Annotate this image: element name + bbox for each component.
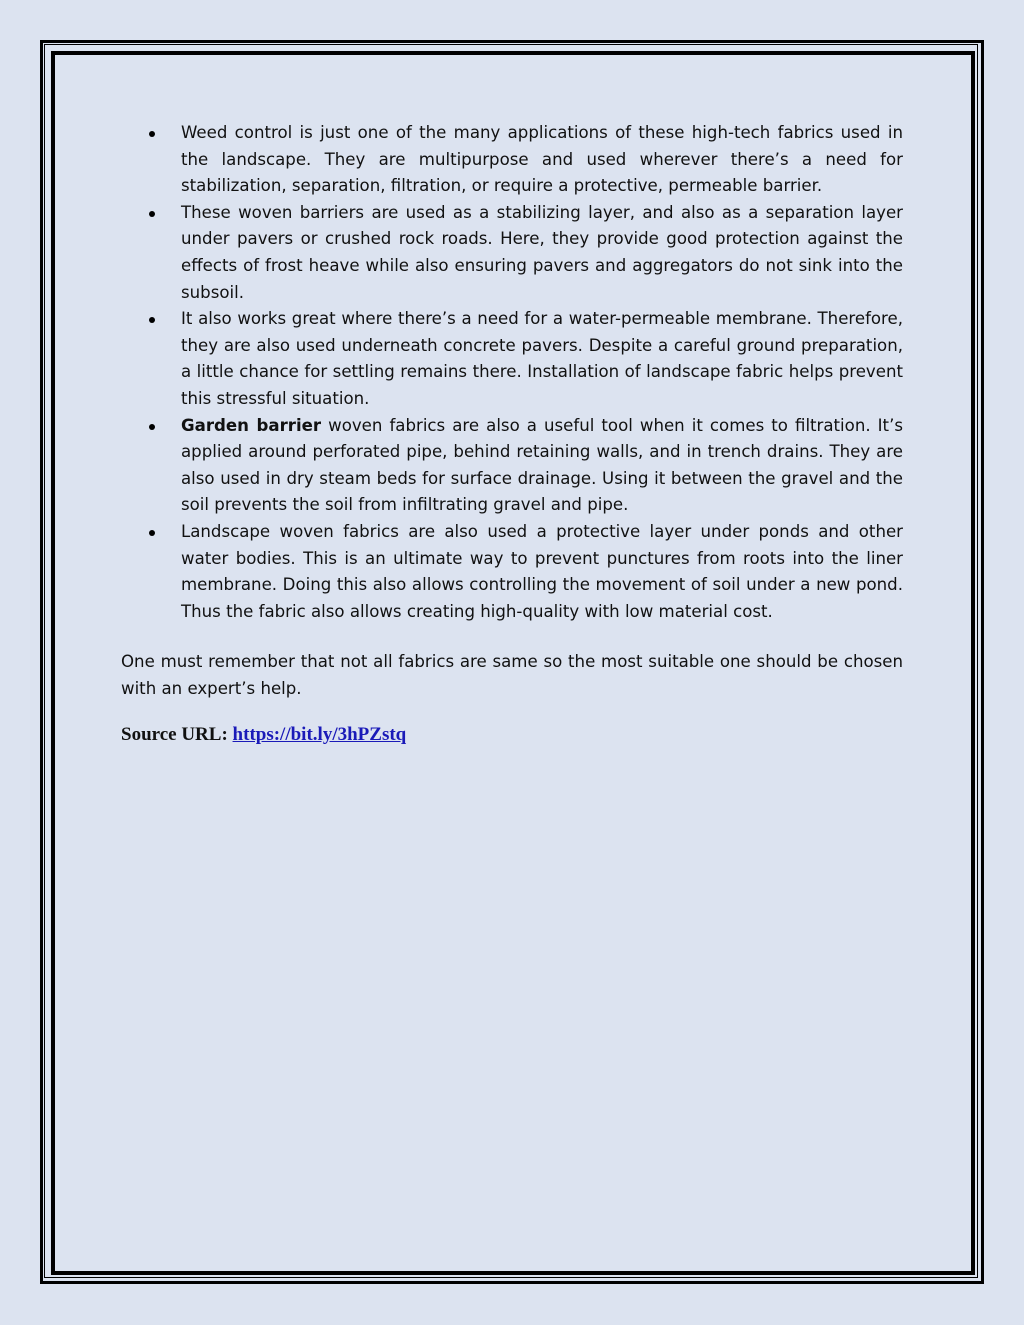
source-link[interactable]: https://bit.ly/3hPZstq — [232, 724, 407, 746]
closing-paragraph: One must remember that not all fabrics are same so the most suitable one should be chosen with an expert’s help. — [121, 652, 903, 698]
list-item — [121, 200, 903, 306]
bullet-icon — [149, 424, 155, 430]
bullet-text: woven fabrics are also a useful tool when it comes to filtration. It’s applied around perforated pipe, behind retaining walls, and in trench drains. They are also used in dry steam beds for surface drainage. Using it between the gravel and the soil prevents the soil from infiltrating gravel and pipe. — [181, 415, 903, 515]
bullet-list — [121, 120, 903, 625]
bullet-lead: Garden barrier — [181, 415, 322, 435]
bullet-text: These woven barriers are used as a stabilizing layer, and also as a separation layer under pavers or crushed rock roads. Here, they provide good protection against the effects of frost heave while also ensuring pavers and aggregators do not sink into the subsoil. — [181, 202, 903, 302]
bullet-icon — [149, 131, 155, 137]
list-item — [121, 413, 903, 519]
bullet-text: It also works great where there’s a need for a water-permeable membrane. Therefore, they are also used underneath concrete pavers. Despite a careful ground preparation, a little chance for settling remains there. Installation of landscape fabric helps prevent this stressful situation. — [181, 309, 903, 408]
source-line — [121, 723, 903, 747]
source-label: Source URL: — [121, 724, 233, 746]
bullet-text: Landscape woven fabrics are also used a protective layer under ponds and other water bodies. This is an ultimate way to prevent punctures from roots into the liner membrane. Doing this also allows controlling the movement of soil under a new pond. Thus the fabric also allows creating high-quality with low material cost. — [181, 521, 903, 621]
list-item — [121, 306, 903, 412]
list-item — [121, 519, 903, 625]
bullet-icon — [149, 211, 155, 217]
bullet-text: Weed control is just one of the many applications of these high-tech fabrics used in the landscape. They are multipurpose and used wherever there’s a need for stabilization, separation, filtration, or require a protective, permeable barrier. — [181, 123, 903, 196]
list-item — [121, 120, 903, 200]
bullet-icon — [149, 317, 155, 323]
bullet-icon — [149, 530, 155, 536]
document-body — [121, 120, 903, 747]
